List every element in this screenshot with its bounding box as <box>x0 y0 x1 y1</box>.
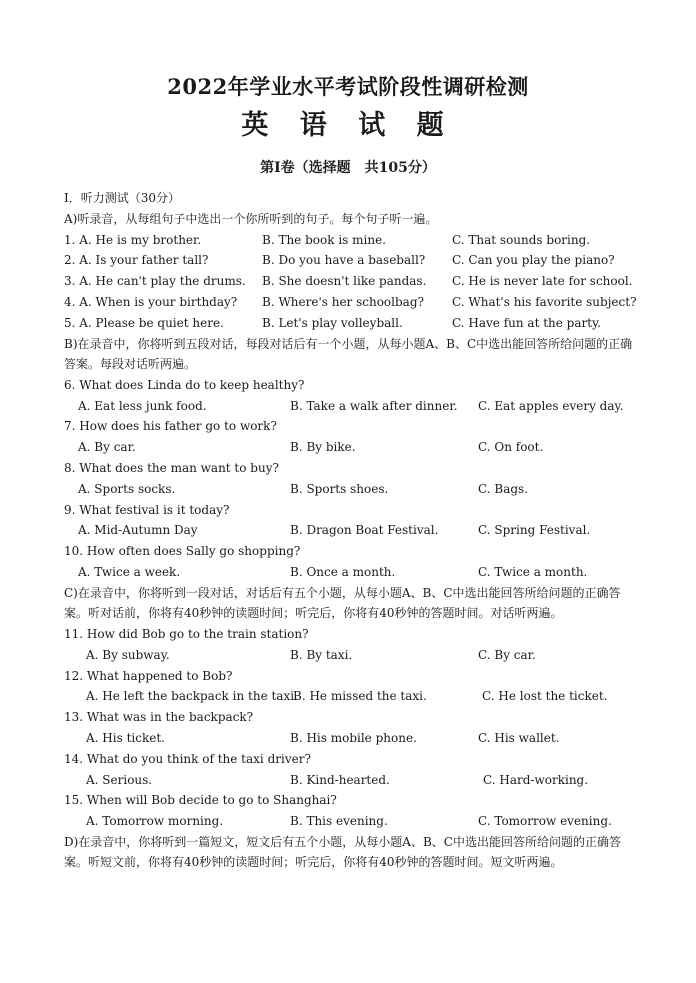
option-a: A. Serious. <box>86 772 153 787</box>
option-a: 1. A. He is my brother. <box>64 232 202 247</box>
option-a: 4. A. When is your birthday? <box>64 294 238 309</box>
option-b: B. Sports shoes. <box>290 481 389 496</box>
question-stem: 10. How often does Sally go shopping? <box>64 544 301 559</box>
option-a: 3. A. He can't play the drums. <box>64 274 246 289</box>
option-a: A. Sports socks. <box>78 481 176 496</box>
option-a: A. He left the backpack in the taxi. <box>86 689 298 704</box>
section-c-instruction: C)在录音中，你将听到一段对话，对话后有五个小题，从每小题A、B、C中选出能回答所给问题的正确答案。听对话前，你将有40秒钟的读题时间；听完后，你将有40秒钟的答题时间。对话听两遍。 <box>64 585 621 621</box>
option-b: B. Take a walk after dinner. <box>290 398 458 413</box>
option-c: C. Tomorrow evening. <box>478 814 612 829</box>
part-heading: I．听力测试（30分） <box>64 191 181 205</box>
option-c: C. By car. <box>478 647 536 662</box>
section-b-instruction: B)在录音中，你将听到五段对话，每段对话后有一个小题，从每小题A、B、C中选出能回答所给问题的正确答案。每段对话听两遍。 <box>64 336 633 372</box>
option-a: 2. A. Is your father tall? <box>64 253 209 268</box>
options-row <box>64 520 644 541</box>
option-a: A. Tomorrow morning. <box>86 814 224 829</box>
options-row <box>64 811 644 832</box>
question-stem: 14. What do you think of the taxi driver? <box>64 751 311 766</box>
option-b: B. Let's play volleyball. <box>262 315 403 330</box>
question-row <box>64 271 644 292</box>
option-a: A. His ticket. <box>86 730 165 745</box>
option-c: C. Twice a month. <box>478 564 588 579</box>
option-b: B. His mobile phone. <box>290 730 417 745</box>
exam-title: 2022年学业水平考试阶段性调研检测 <box>167 74 529 99</box>
option-c: C. Can you play the piano? <box>452 253 615 268</box>
option-c: C. That sounds boring. <box>452 232 591 247</box>
option-a: A. Mid-Autumn Day <box>78 523 198 538</box>
option-a: A. By subway. <box>86 647 170 662</box>
section-d-instruction: D)在录音中，你将听到一篇短文，短文后有五个小题，从每小题A、B、C中选出能回答所给问题的正确答案。听短文前，你将有40秒钟的读题时间；听完后，你将有40秒钟的答题时间。短文听两遍。 <box>64 834 621 870</box>
option-b: B. Dragon Boat Festival. <box>290 523 439 538</box>
exam-content <box>64 188 644 873</box>
question-row <box>64 313 644 334</box>
option-b: B. By bike. <box>290 440 356 455</box>
option-b: B. Kind-hearted. <box>290 772 390 787</box>
option-c: C. Bags. <box>478 481 529 496</box>
question-row <box>64 250 644 271</box>
option-b: B. This evening. <box>290 814 388 829</box>
option-c: C. On foot. <box>478 440 544 455</box>
option-b: B. Where's her schoolbag? <box>262 294 424 309</box>
question-row <box>64 230 644 251</box>
options-row <box>64 686 644 707</box>
section-a-instruction: A)听录音，从每组句子中选出一个你所听到的句子。每个句子听一遍。 <box>64 211 438 226</box>
options-row <box>64 479 644 500</box>
options-row <box>64 396 644 417</box>
question-stem: 13. What was in the backpack? <box>64 710 254 725</box>
option-b: B. Once a month. <box>290 564 396 579</box>
option-c: C. Hard-working. <box>483 772 589 787</box>
option-c: C. His wallet. <box>478 730 560 745</box>
question-stem: 7. How does his father go to work? <box>64 419 277 434</box>
option-a: A. Twice a week. <box>78 564 181 579</box>
question-stem: 6. What does Linda do to keep healthy? <box>64 377 305 392</box>
option-a: A. By car. <box>78 440 136 455</box>
question-stem: 9. What festival is it today? <box>64 502 230 517</box>
question-stem: 12. What happened to Bob? <box>64 668 233 683</box>
option-c: C. He is never late for school. <box>452 274 633 289</box>
options-row <box>64 645 644 666</box>
options-row <box>64 770 644 791</box>
question-stem: 8. What does the man want to buy? <box>64 460 279 475</box>
question-stem: 15. When will Bob decide to go to Shanghai? <box>64 793 337 808</box>
option-a: 5. A. Please be quiet here. <box>64 315 224 330</box>
option-b: B. Do you have a baseball? <box>262 253 426 268</box>
option-c: C. Have fun at the party. <box>452 315 602 330</box>
option-a: A. Eat less junk food. <box>78 398 207 413</box>
option-b: B. The book is mine. <box>262 232 386 247</box>
options-row <box>64 562 644 583</box>
option-b: B. By taxi. <box>290 647 353 662</box>
option-c: C. Spring Festival. <box>478 523 591 538</box>
options-row <box>64 728 644 749</box>
volume-heading: 第Ⅰ卷（选择题 共105分） <box>260 160 436 176</box>
exam-subject: 英 语 试 题 <box>241 110 455 141</box>
option-b: B. He missed the taxi. <box>293 689 427 704</box>
option-c: C. What's his favorite subject? <box>452 294 637 309</box>
question-row <box>64 292 644 313</box>
options-row <box>64 437 644 458</box>
question-stem: 11. How did Bob go to the train station? <box>64 626 309 641</box>
option-c: C. He lost the ticket. <box>482 689 608 704</box>
option-c: C. Eat apples every day. <box>478 398 624 413</box>
option-b: B. She doesn't like pandas. <box>262 274 427 289</box>
